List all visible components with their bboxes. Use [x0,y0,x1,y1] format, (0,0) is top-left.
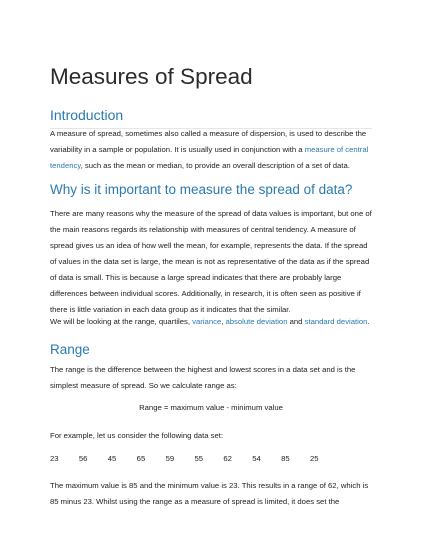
heading-introduction: Introduction [50,107,124,123]
why-paragraph: There are many reasons why the measure of the spread of data values is important, but one of the main reasons regards its relationship with measures of central tendency. A measure of spread gives us an idea of how well the mean, for example, represents the data. If the spread of values in the data set is large, the mean is not as representative of the data as if the spread of data is small. This is because a large spread indicates that there are probably large differences between individual scores. Additionally, in research, it is often seen as positive if there is little variation in each data group as it indicates that the similar. [50,209,372,314]
looking-at-comma: , [221,317,226,326]
link-variance[interactable]: variance [192,317,222,326]
looking-at-text: We will be looking at the range, quartiles, [50,317,193,326]
looking-at-period: . [367,317,370,326]
looking-at-and: and [287,317,305,326]
data-value: 25 [310,454,319,463]
range-paragraph: The range is the difference between the highest and lowest scores in a data set and is the simplest measure of spread. So we calculate range as: [50,365,356,390]
looking-at-paragraph [50,314,372,330]
range-formula: Range = maximum value - minimum value [139,403,283,412]
range-conclusion: The maximum value is 85 and the minimum value is 23. This results in a range of 62, which is 85 minus 23. Whilst using the range as a measure of spread is limited, it does set the [50,481,369,506]
page-title: Measures of Spread [50,64,253,89]
data-value: 54 [252,454,261,463]
data-value: 62 [223,454,232,463]
data-set [50,451,339,467]
heading-range: Range [50,342,90,357]
heading-why-important: Why is it important to measure the spread of data? [50,182,353,197]
example-intro: For example, let us consider the following data set: [50,431,224,440]
data-value: 59 [165,454,175,463]
data-value: 55 [194,454,204,463]
link-standard-deviation[interactable]: standard deviation [304,317,368,326]
data-value: 65 [136,454,146,463]
data-value: 23 [50,454,59,463]
introduction-text-1: A measure of spread, sometimes also called a measure of dispersion, is used to describe the variability in a sample or population. It is usually used in conjunction with a [50,129,367,154]
data-value: 85 [281,454,290,463]
data-value: 45 [107,454,117,463]
link-absolute-deviation[interactable]: absolute deviation [225,317,288,326]
introduction-paragraph [50,126,372,174]
link-measure-of-central-tendency[interactable]: measure of central tendency [50,145,369,170]
introduction-text-2: , such as the mean or median, to provide an overall description of a set of data. [80,161,350,170]
data-value: 56 [78,454,88,463]
